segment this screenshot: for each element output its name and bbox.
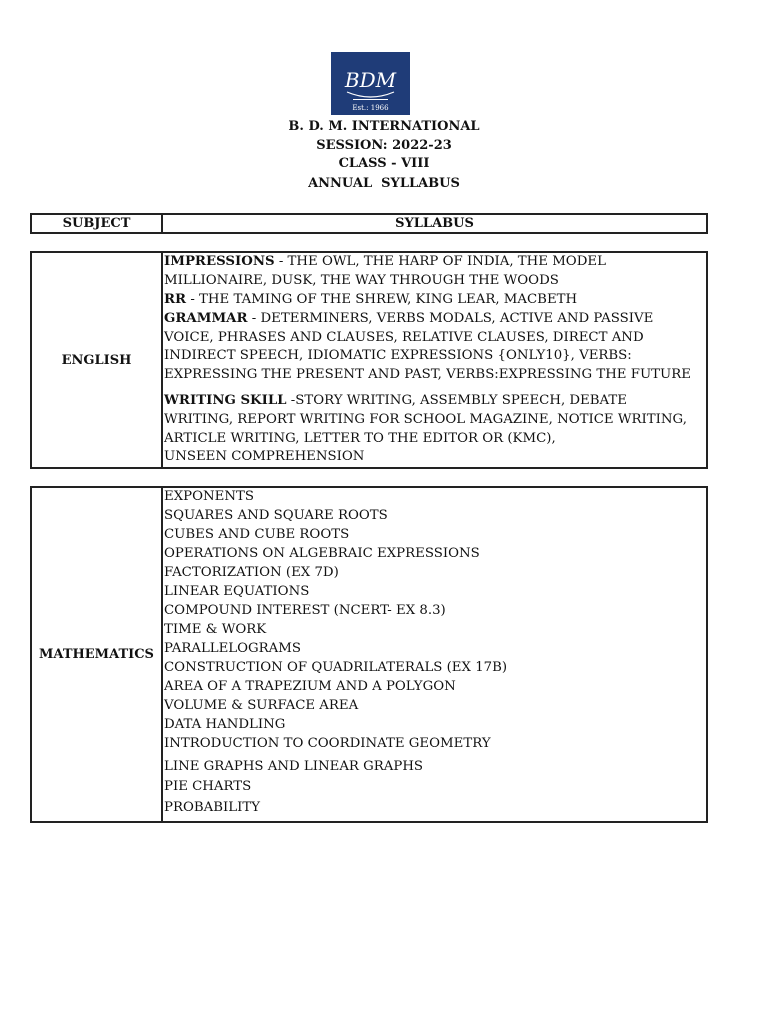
- math-topic: INTRODUCTION TO COORDINATE GEOMETRY: [164, 736, 491, 751]
- english-grammar-line-3: INDIRECT SPEECH, IDIOMATIC EXPRESSIONS {ONLY10}, VERBS:: [164, 348, 632, 363]
- math-topic: FACTORIZATION (EX 7D): [164, 565, 339, 580]
- subject-cell-english: ENGLISH: [32, 253, 163, 467]
- english-writing-line-1: WRITING SKILL -STORY WRITING, ASSEMBLY SPEECH, DEBATE: [164, 393, 627, 408]
- english-writing-line-2: WRITING, REPORT WRITING FOR SCHOOL MAGAZINE, NOTICE WRITING,: [164, 412, 687, 427]
- math-topic: SQUARES AND SQUARE ROOTS: [164, 508, 388, 523]
- math-topic: OPERATIONS ON ALGEBRAIC EXPRESSIONS: [164, 546, 480, 561]
- school-logo: [331, 52, 410, 115]
- math-topic: PROBABILITY: [164, 800, 260, 815]
- english-impressions-line-2: MILLIONAIRE, DUSK, THE WAY THROUGH THE WOODS: [164, 273, 559, 288]
- english-grammar-line-4: EXPRESSING THE PRESENT AND PAST, VERBS:EXPRESSING THE FUTURE: [164, 367, 691, 382]
- class-text: CLASS - VIII: [338, 156, 430, 171]
- mathematics-row: [30, 486, 708, 823]
- subject-column-header: SUBJECT: [32, 215, 163, 232]
- math-topic: COMPOUND INTEREST (NCERT- EX 8.3): [164, 603, 446, 618]
- logo-emblem-icon: [331, 52, 410, 115]
- session-text: SESSION: 2022-23: [316, 138, 452, 153]
- logo-monogram: BDM: [344, 68, 397, 92]
- logo-est-text: Est.: 1966: [352, 104, 389, 112]
- english-grammar-line-2: VOICE, PHRASES AND CLAUSES, RELATIVE CLAUSES, DIRECT AND: [164, 330, 644, 345]
- school-name: B. D. M. INTERNATIONAL: [288, 119, 480, 134]
- math-topic: CUBES AND CUBE ROOTS: [164, 527, 350, 542]
- math-topic: CONSTRUCTION OF QUADRILATERALS (EX 17B): [164, 660, 508, 675]
- english-impressions-line-1: IMPRESSIONS - THE OWL, THE HARP OF INDIA, THE MODEL: [164, 254, 606, 269]
- english-row: [30, 251, 708, 469]
- subject-cell-mathematics: MATHEMATICS: [32, 488, 163, 821]
- syllabus-column-header: SYLLABUS: [395, 216, 474, 231]
- english-writing-line-4: UNSEEN COMPREHENSION: [164, 449, 365, 464]
- math-topic: EXPONENTS: [164, 489, 254, 504]
- page-title: ANNUAL SYLLABUS: [308, 176, 460, 191]
- math-topic: LINE GRAPHS AND LINEAR GRAPHS: [164, 759, 424, 774]
- math-topic: VOLUME & SURFACE AREA: [164, 698, 359, 713]
- math-topic: LINEAR EQUATIONS: [164, 584, 310, 599]
- math-topic: PARALLELOGRAMS: [164, 641, 302, 656]
- english-rr-line: RR - THE TAMING OF THE SHREW, KING LEAR, MACBETH: [164, 292, 578, 307]
- math-topic: DATA HANDLING: [164, 717, 286, 732]
- english-grammar-line-1: GRAMMAR - DETERMINERS, VERBS MODALS, ACTIVE AND PASSIVE: [164, 311, 654, 326]
- math-topic: PIE CHARTS: [164, 779, 252, 794]
- math-topic: AREA OF A TRAPEZIUM AND A POLYGON: [164, 679, 456, 694]
- table-header-row: [30, 213, 708, 234]
- math-topic: TIME & WORK: [164, 622, 267, 637]
- english-writing-line-3: ARTICLE WRITING, LETTER TO THE EDITOR OR (KMC),: [164, 431, 556, 446]
